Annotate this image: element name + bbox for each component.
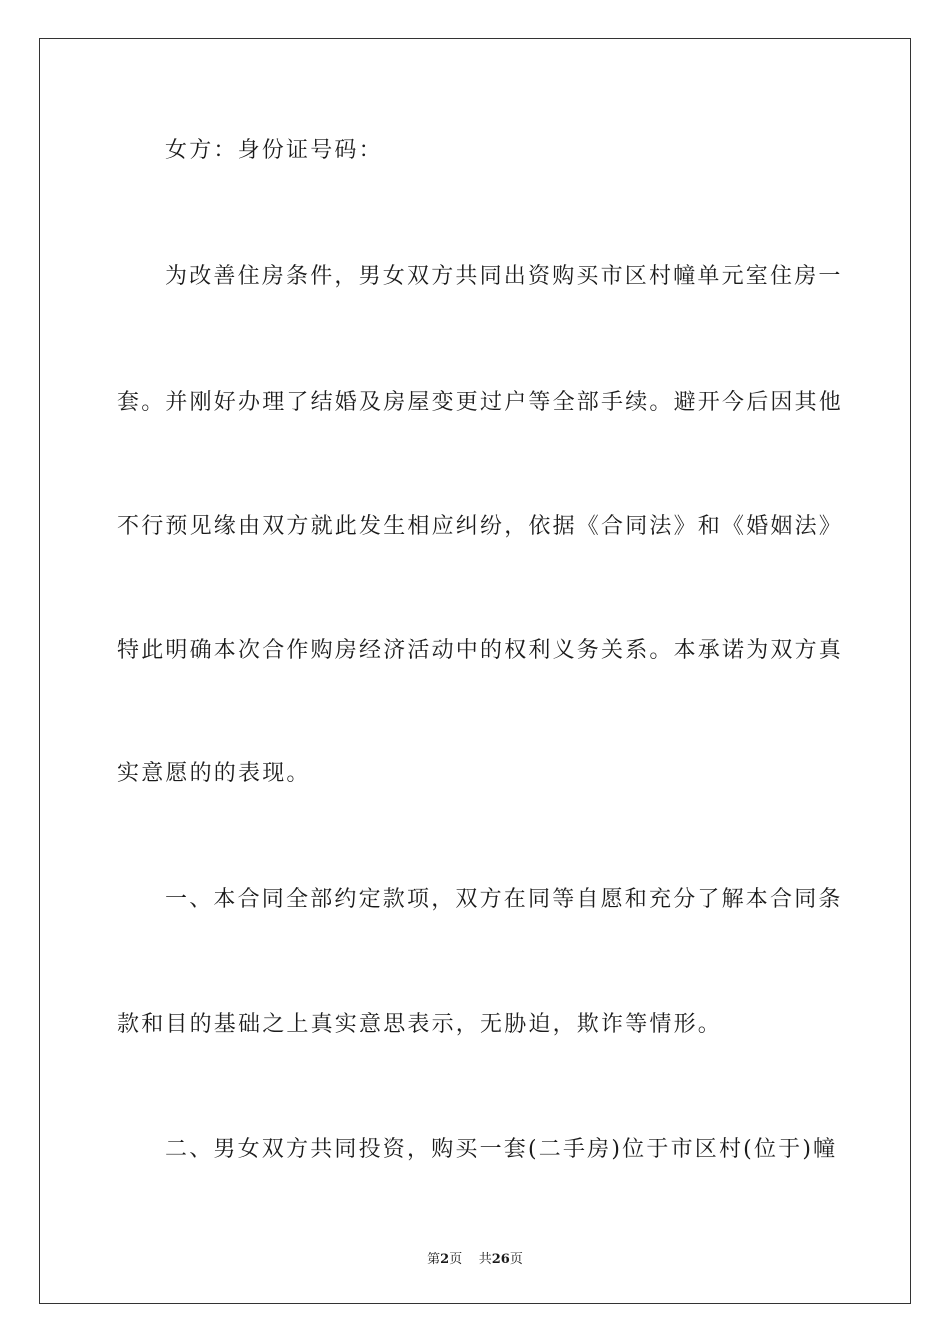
text-line-paragraph-1-line-2: 套。并刚好办理了结婚及房屋变更过户等全部手续。避开今后因其他 bbox=[117, 390, 844, 415]
text-line-paragraph-1-line-4: 特此明确本次合作购房经济活动中的权利义务关系。本承诺为双方真 bbox=[117, 638, 844, 663]
text-line-paragraph-1-line-5: 实意愿的的表现。 bbox=[117, 761, 311, 786]
text-line-clause-1-line-1: 一、本合同全部约定款项，双方在同等自愿和充分了解本合同条 bbox=[165, 887, 843, 912]
footer-page-number: 2 bbox=[440, 1252, 450, 1267]
text-line-female-id: 女方：身份证号码： bbox=[165, 138, 383, 163]
text-line-paragraph-1-line-1: 为改善住房条件，男女双方共同出资购买市区村幢单元室住房一 bbox=[165, 264, 843, 289]
footer-total-pages: 26 bbox=[491, 1252, 510, 1267]
text-line-paragraph-1-line-3: 不行预见缘由双方就此发生相应纠纷，依据《合同法》和《婚姻法》 bbox=[117, 514, 844, 539]
page-border bbox=[39, 38, 911, 1304]
text-line-clause-1-line-2: 款和目的基础之上真实意思表示，无胁迫，欺诈等情形。 bbox=[117, 1012, 723, 1037]
text-line-clause-2-line-1: 二、男女双方共同投资，购买一套(二手房)位于市区村(位于)幢 bbox=[165, 1137, 838, 1162]
footer-page-suffix: 页 bbox=[449, 1252, 463, 1267]
footer-total-suffix: 页 bbox=[509, 1252, 523, 1267]
page-footer bbox=[0, 1248, 950, 1267]
footer-page-prefix: 第 bbox=[427, 1252, 441, 1267]
footer-total-prefix: 共 bbox=[478, 1252, 492, 1267]
